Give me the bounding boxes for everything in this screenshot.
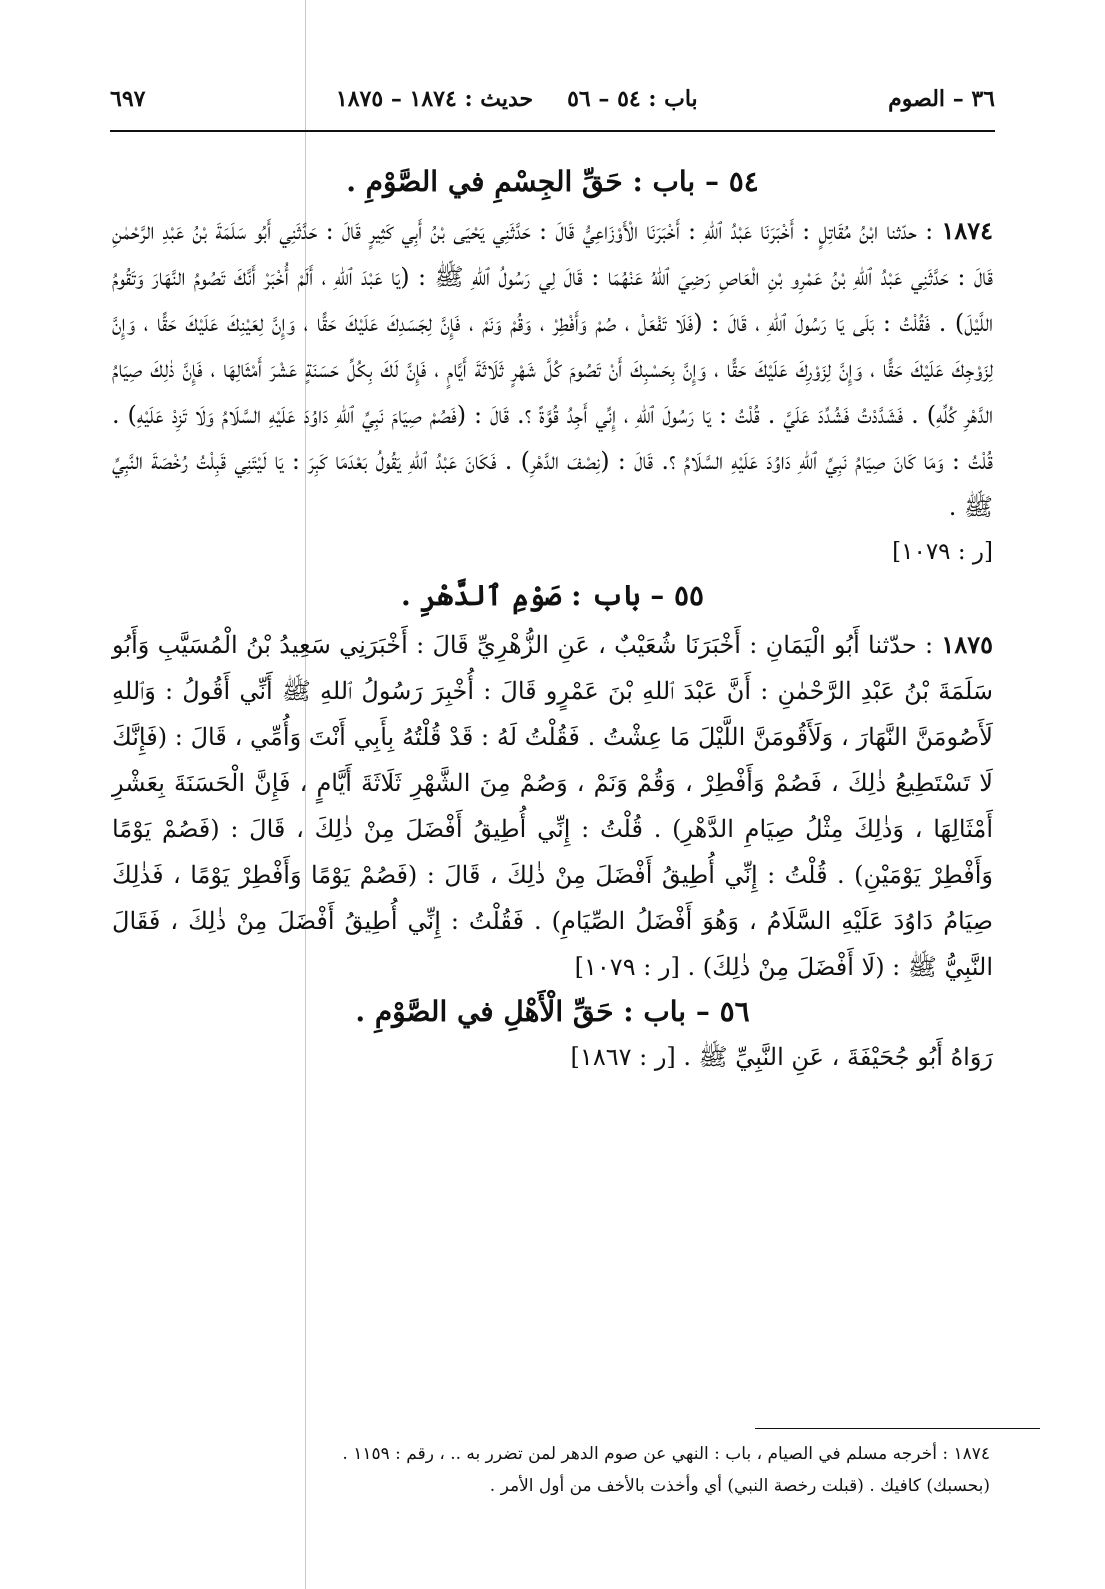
header-bab-range: باب : ٥٤ – ٥٦ bbox=[567, 86, 698, 112]
page-number: ٦٩٧ bbox=[110, 86, 146, 112]
hadith-text: : حدّثنا أَبُو الْيَمَانِ : أَخْبَرَنَا شُعَيْبٌ ، عَنِ الزُّهْرِيِّ قَالَ : أَخْبَرَنِي سَعِيدُ بْنُ الْمُسَيَّبِ وَأَبُو سَلَمَةَ بْنُ عَبْدِ الرَّحْمٰنِ : أَنَّ عَبْدَ ٱللهِ بْنَ عَمْرٍو قَالَ : أُخْبِرَ رَسُولُ ٱللهِ ﷺ أَنِّي أَقُولُ : وَٱللهِ لَأَصُومَنَّ النَّهَارَ ، وَلَأَقُومَنَّ اللَّيْلَ مَا عِشْتُ . فَقُلْتُ لَهُ : قَدْ قُلْتُهُ بِأَبِي أَنْتَ وَأُمِّي ، قَالَ : (فَإِنَّكَ لَا تَسْتَطِيعُ ذٰلِكَ ، فَصُمْ وَأَفْطِرْ ، وَقُمْ وَنَمْ ، وَصُمْ مِنَ الشَّهْرِ ثَلَاثَةَ أَيَّامٍ ، فَإِنَّ الْحَسَنَةَ بِعَشْرِ أَمْثَالِهَا ، وَذٰلِكَ مِثْلُ صِيَامِ الدَّهْرِ) . قُلْتُ : إِنِّي أُطِيقُ أَفْضَلَ مِنْ ذٰلِكَ ، قَالَ : (فَصُمْ يَوْمًا وَأَفْطِرْ يَوْمَيْنِ) . قُلْتُ : إِنِّي أُطِيقُ أَفْضَلَ مِنْ ذٰلِكَ ، قَالَ : (فَصُمْ يَوْمًا وَأَفْطِرْ يَوْمًا ، فَذٰلِكَ صِيَامُ دَاوُدَ عَلَيْهِ السَّلَامُ ، وَهُوَ أَفْضَلُ الصِّيَامِ) . فَقُلْتُ : إِنِّي أُطِيقُ أَفْضَلَ مِنْ ذٰلِكَ ، فَقَالَ النَّبِيُّ ﷺ : (لَا أَفْضَلَ مِنْ ذٰلِكَ) . bbox=[112, 631, 994, 981]
main-content bbox=[112, 160, 993, 1080]
section-title-56: ٥٦ – باب : حَقِّ الْأَهْلِ في الصَّوْمِ . bbox=[355, 995, 750, 1028]
hadith-reference: [ر : ١٠٧٩] bbox=[892, 539, 993, 565]
header-chapter: ٣٦ – الصوم bbox=[888, 86, 995, 112]
footnote-1: ١٨٧٤ : أخرجه مسلم في الصيام ، باب : النهي عن صوم الدهر لمن تضرر به .. ، رقم : ١١٥٩ . bbox=[342, 1444, 990, 1464]
section-title-55: ٥٥ – باب : صَوْمِ ٱلدَّهْرِ . bbox=[400, 579, 705, 612]
footnotes bbox=[260, 1438, 990, 1502]
running-header bbox=[110, 86, 995, 126]
header-hadith-range: حديث : ١٨٧٤ – ١٨٧٥ bbox=[335, 86, 534, 112]
narration-text: رَوَاهُ أَبُو جُحَيْفَةَ ، عَنِ النَّبِيِّ ﷺ . bbox=[683, 1043, 993, 1071]
hadith-1875 bbox=[112, 622, 993, 990]
footnote-rule bbox=[755, 1428, 1040, 1429]
section-56-text bbox=[112, 1034, 993, 1080]
footnote-2: (بحسبك) كافيك . (قبلت رخصة النبي) أي وأخذت بالأخف من أول الأمر . bbox=[489, 1476, 990, 1496]
hadith-number: ١٨٧٤ bbox=[941, 216, 993, 245]
header-center bbox=[336, 86, 698, 112]
section-title-54: ٥٤ – باب : حَقِّ الجِسْمِ في الصَّوْمِ . bbox=[346, 165, 759, 198]
header-rule bbox=[110, 130, 995, 132]
hadith-reference: [ر : ١٨٦٧] bbox=[570, 1043, 676, 1071]
hadith-text: : حدّثنا ابْنُ مُقَاتِلٍ : أَخْبَرَنَا عَبْدُ ٱللهِ : أَخْبَرَنَا الْأَوْزَاعِيُّ قَالَ : حَدَّثَنِي يَحْيَى بْنُ أَبِي كَثِيرٍ قَالَ : حَدَّثَنِي أَبُو سَلَمَةَ بْنُ عَبْدِ الرَّحْمٰنِ قَالَ : حَدَّثَنِي عَبْدُ ٱللهِ بْنُ عَمْرِو بْنِ الْعَاصِ رَضِيَ ٱللهُ عَنْهُمَا : قَالَ لِي رَسُولُ ٱللهِ ﷺ : (يَا عَبْدَ ٱللهِ ، أَلَمْ أُخْبَرْ أَنَّكَ تَصُومُ النَّهَارَ وَتَقُومُ اللَّيْلَ) . فَقُلْتُ : بَلَى يَا رَسُولَ ٱللهِ ، قَالَ : (فَلَا تَفْعَلْ ، صُمْ وَأَفْطِرْ ، وَقُمْ وَنَمْ ، فَإِنَّ لِجَسَدِكَ عَلَيْكَ حَقًّا ، وَإِنَّ لِعَيْنِكَ عَلَيْكَ حَقًّا ، وَإِنَّ لِزَوْجِكَ عَلَيْكَ حَقًّا ، وَإِنَّ لِزَوْرِكَ عَلَيْكَ حَقًّا ، وَإِنَّ بِحَسْبِكَ أَنْ تَصُومَ كُلَّ شَهْرٍ ثَلَاثَةَ أَيَّامٍ ، فَإِنَّ لَكَ بِكُلِّ حَسَنَةٍ عَشْرَ أَمْثَالِهَا ، فَإِنَّ ذٰلِكَ صِيَامُ الدَّهْرِ كُلِّهِ) . فَشَدَّدْتُ فَشُدِّدَ عَلَيَّ . قُلْتُ : يَا رَسُولَ ٱللهِ ، إِنِّي أَجِدُ قُوَّةً ؟. قَالَ : (فَصُمْ صِيَامَ نَبِيِّ ٱللهِ دَاوُدَ عَلَيْهِ السَّلَامُ وَلَا تَزِدْ عَلَيْهِ) . قُلْتُ : وَمَا كَانَ صِيَامُ نَبِيِّ ٱللهِ دَاوُدَ عَلَيْهِ السَّلَامُ ؟. قَالَ : (نِصْفَ الدَّهْرِ) . فَكَانَ عَبْدُ ٱللهِ يَقُولُ بَعْدَمَا كَبِرَ : يَا لَيْتَنِي قَبِلْتُ رُخْصَةَ النَّبِيِّ ﷺ . bbox=[112, 217, 993, 521]
hadith-reference: [ر : ١٠٧٩] bbox=[574, 953, 680, 981]
hadith-1874 bbox=[112, 208, 993, 530]
hadith-number: ١٨٧٥ bbox=[941, 630, 993, 659]
